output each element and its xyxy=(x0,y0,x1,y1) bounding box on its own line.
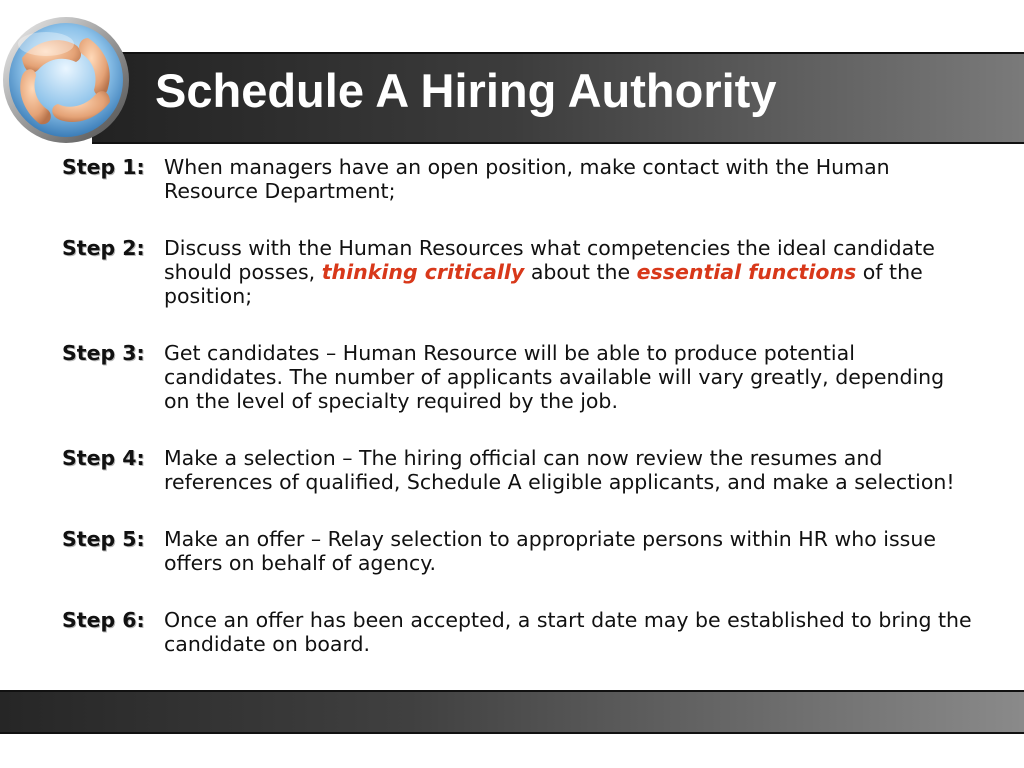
step-1 xyxy=(62,155,972,203)
step-text-part: Discuss with the Human Resources what competencies the ideal candidate should posses, xyxy=(164,236,935,284)
emphasis-essential-functions: essential functions xyxy=(636,260,857,284)
step-text: Once an offer has been accepted, a start date may be established to bring the candidate on board. xyxy=(164,608,972,656)
step-label: Step 5: xyxy=(62,527,145,551)
emphasis-thinking-critically: thinking critically xyxy=(321,260,525,284)
step-label: Step 6: xyxy=(62,608,145,632)
step-2 xyxy=(62,236,972,308)
step-text xyxy=(164,236,972,308)
step-label: Step 4: xyxy=(62,446,145,470)
step-3 xyxy=(62,341,972,413)
step-text: When managers have an open position, make contact with the Human Resource Department; xyxy=(164,155,890,203)
step-4 xyxy=(62,446,972,494)
joined-hands-icon xyxy=(0,14,132,146)
step-label: Step 1: xyxy=(62,155,145,179)
step-label: Step 2: xyxy=(62,236,145,260)
slide-title: Schedule A Hiring Authority xyxy=(155,64,777,117)
step-6 xyxy=(62,608,972,656)
footer-bar xyxy=(0,690,1024,734)
step-text: Make an offer – Relay selection to appropriate persons within HR who issue offers on behalf of agency. xyxy=(164,527,936,575)
step-text: Get candidates – Human Resource will be able to produce potential candidates. The number of applicants available will vary greatly, depending on the level of specialty required by the job. xyxy=(164,341,945,413)
step-text: Make a selection – The hiring official can now review the resumes and references of qualified, Schedule A eligible applicants, and make a selection! xyxy=(164,446,955,494)
step-text-part: about the xyxy=(524,260,637,284)
step-5 xyxy=(62,527,972,575)
steps-list xyxy=(62,155,972,656)
step-label: Step 3: xyxy=(62,341,145,365)
step-text-part: of the position; xyxy=(164,260,923,308)
